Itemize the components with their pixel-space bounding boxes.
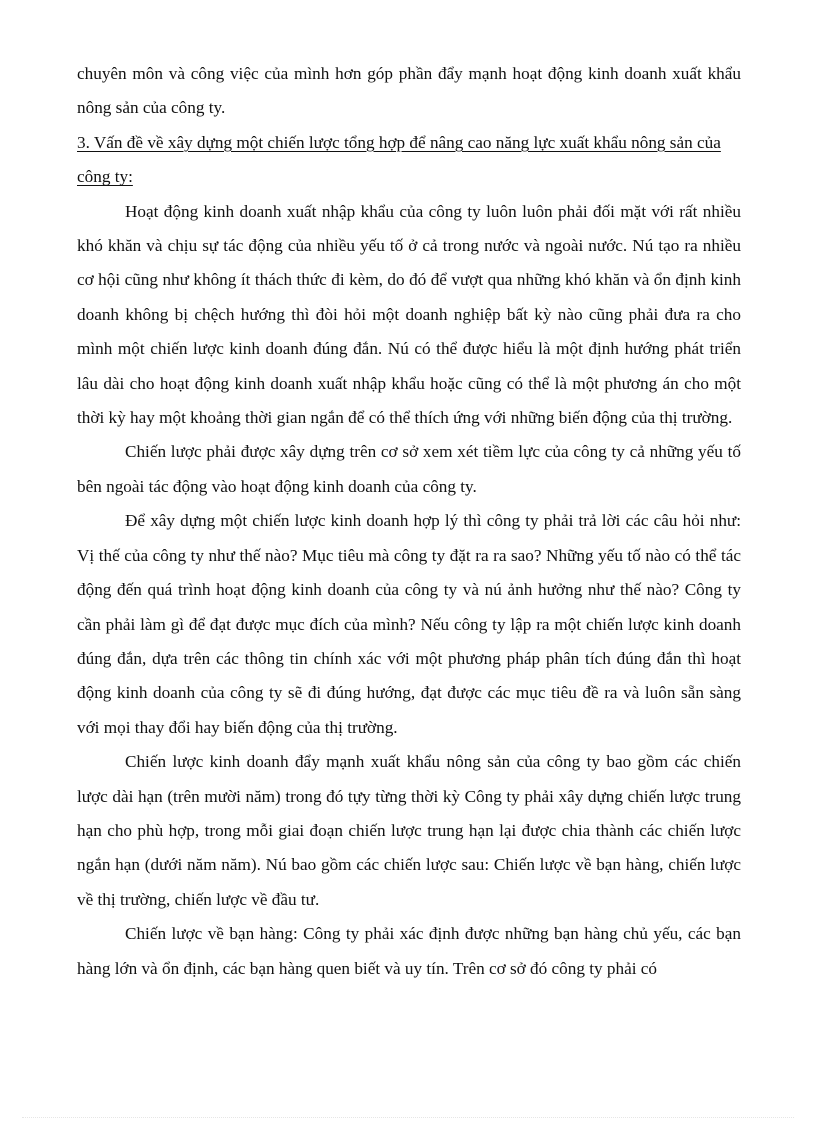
paragraph-4: Chiến lược kinh doanh đẩy mạnh xuất khẩu nông sản của công ty bao gồm các chiến lược dài hạn (trên mười năm) trong đó tựy từng thời kỳ Công ty phải xây dựng chiến lược trung hạn cho phù hợp, trong mỗi giai đoạn chiến lược trung hạn lại được chia thành các chiến lược ngắn hạn (dưới năm năm). Nú bao gồm các chiến lược sau: Chiến lược về bạn hàng, chiến lược về thị trường, chiến lược về đầu tư. bbox=[77, 752, 741, 909]
section-heading: 3. Vấn đề về xây dựng một chiến lược tổng hợp để nâng cao năng lực xuất khẩu nông sản của công ty: bbox=[77, 132, 721, 187]
page-body bbox=[77, 57, 741, 986]
paragraph-1: Hoạt động kinh doanh xuất nhập khẩu của công ty luôn luôn phải đối mặt với rất nhiều khó khăn và chịu sự tác động của nhiều yếu tố ở cả trong nước và ngoài nước. Nú tạo ra nhiều cơ hội cũng như không ít thách thức đi kèm, do đó để vượt qua những khó khăn và ổn định kinh doanh không bị chệch hướng thì đòi hỏi một doanh nghiệp bất kỳ nào cũng phải đưa ra cho mình một chiến lược kinh doanh đúng đắn. Nú có thể được hiểu là một định hướng phát triển lâu dài cho hoạt động kinh doanh xuất nhập khẩu hoặc cũng có thể là một phương án cho một thời kỳ hay một khoảng thời gian ngắn để có thể thích ứng với những biến động của thị trường. bbox=[77, 201, 741, 428]
paragraph-5: Chiến lược về bạn hàng: Công ty phải xác định được những bạn hàng chủ yếu, các bạn hàng lớn và ổn định, các bạn hàng quen biết và uy tín. Trên cơ sở đó công ty phải có bbox=[77, 924, 741, 978]
continuation-text: chuyên môn và công việc của mình hơn góp phần đẩy mạnh hoạt động kinh doanh xuất khẩu nông sản của công ty. bbox=[77, 64, 741, 118]
paragraph-3: Để xây dựng một chiến lược kinh doanh hợp lý thì công ty phải trả lời các câu hỏi như: Vị thế của công ty như thế nào? Mục tiêu mà công ty đặt ra ra sao? Những yếu tố nào có thể tác động đến quá trình hoạt động kinh doanh của công ty và nú ảnh hưởng như thế nào? Công ty cần phải làm gì để đạt được mục đích của mình? Nếu công ty lập ra một chiến lược kinh doanh đúng đắn, dựa trên các thông tin chính xác với một phương pháp phân tích đúng đắn thì hoạt động kinh doanh của công ty sẽ đi đúng hướng, đạt được các mục tiêu đề ra và luôn sẵn sàng với mọi thay đổi hay biến động của thị trường. bbox=[77, 511, 741, 737]
paragraph-2: Chiến lược phải được xây dựng trên cơ sở xem xét tiềm lực của công ty cả những yếu tố bên ngoài tác động vào hoạt động kinh doanh của công ty. bbox=[77, 442, 741, 496]
page-bottom-divider bbox=[22, 1117, 794, 1118]
